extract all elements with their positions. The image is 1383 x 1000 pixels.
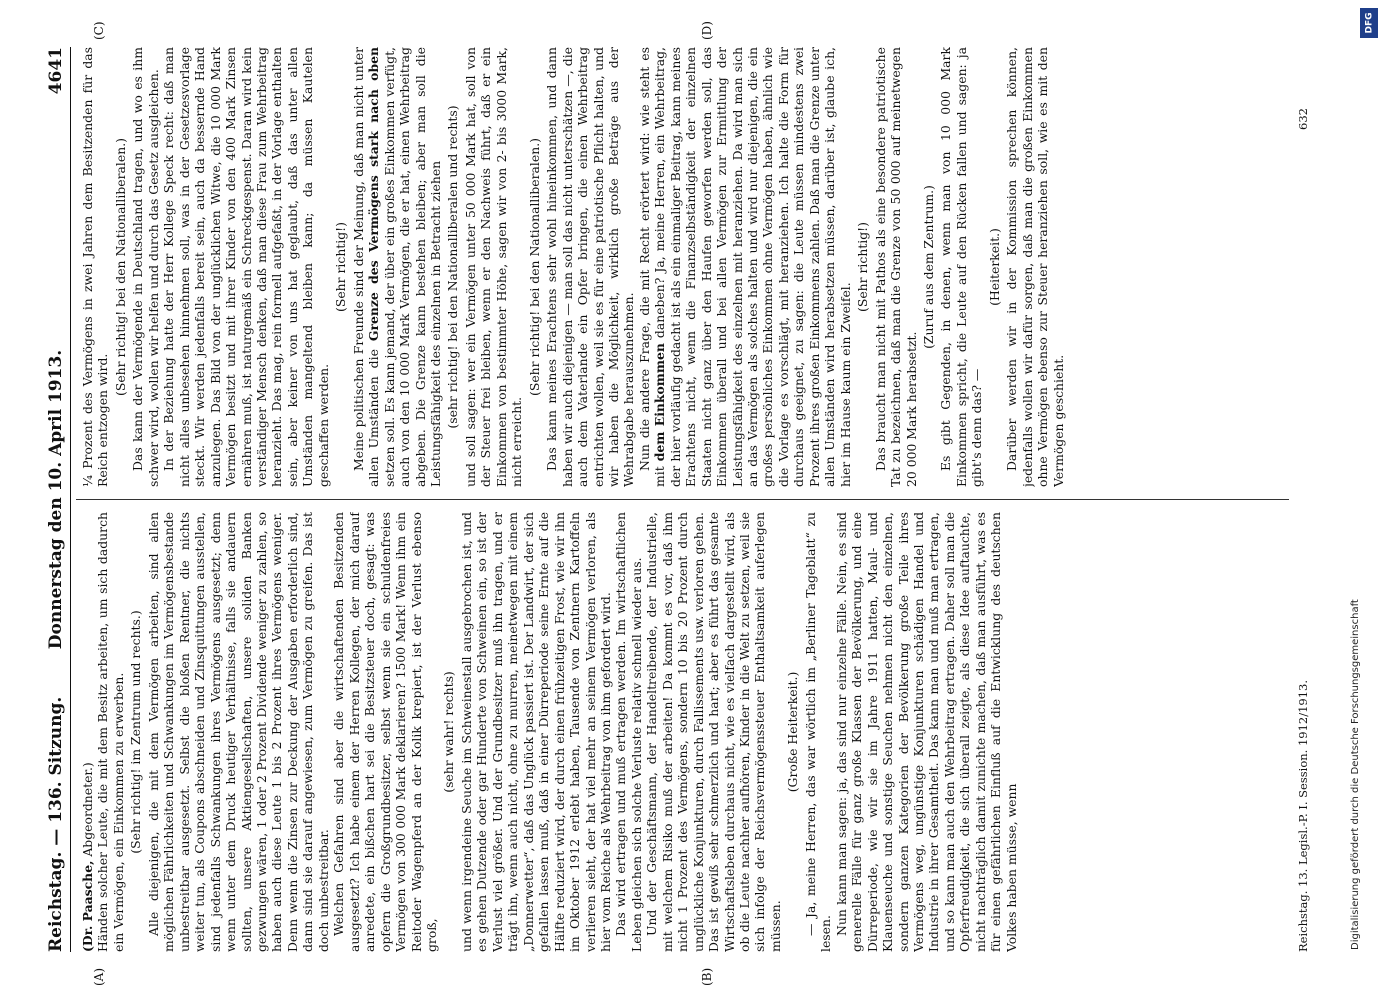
speaker-name: (Dr. Paasche, xyxy=(80,860,95,952)
paragraph: — Ja, meine Herren, das war wörtlich im „Berliner Tageblatt“ zu lesen. xyxy=(802,512,834,952)
interjection: (sehr wahr! rechts) xyxy=(441,671,457,793)
interjection: (Heiterkeit.) xyxy=(986,228,1002,306)
margin-marker-a: (A) xyxy=(92,967,106,986)
paragraph: Es gibt Gegenden, in denen, wenn man von 10 000 Mark Einkommen spricht, die Leute auf den Rücken fallen und sagen: ja gibt's denn das? — xyxy=(938,47,985,487)
interjection: (Sehr richtig! bei den Nationalliberalen.) xyxy=(112,138,128,396)
margin-marker-d: (D) xyxy=(700,21,714,40)
paragraph: Und der Geschäftsmann, der Handeltreibende, der Industrielle, mit welchem Risiko muß der arbeiten! Da kommt es vor, daß ihm nicht 1 Prozent des Vermögens, sondern 10 bis 20 Prozent durch unglückliche Konjunkturen, durch Fallissements usw. verloren gehen. Das ist gewiß sehr schmerzlich und hart; aber es führt das gesamte Wirtschaftsleben durchaus nicht, wie es vielfach dargestellt wird, als ob die Leute nachher aufhören, Kinder in die Welt zu setzen, weil sie sich infolge der Reichsvermögenssteuer Enthaltsamkeit auferlegen müssen. xyxy=(644,512,783,952)
right-column xyxy=(80,47,1285,487)
interjection: (Sehr richtig!) xyxy=(333,222,349,312)
emphasis: Grenze des Vermögens stark nach oben xyxy=(366,47,382,342)
dfg-logo-text: DFG xyxy=(1364,12,1375,34)
digitization-credit xyxy=(1350,600,1380,950)
paragraph: Das kann der Vermögende in Deutschland tragen, und wo es ihm schwer wird, wollen wir helfen und durch das Gesetz ausgleichen. xyxy=(130,47,161,487)
interjection: (Große Heiterkeit.) xyxy=(785,671,801,793)
paragraph: Das kann meines Erachtens sehr wohl hineinkommen, und dann haben wir auch diejenigen — man soll das nicht unterschätzen —, die auch dem Vaterlande ein Opfer bringen, die einen Wehrbeitrag entrichten wollen, weil sie es für eine patriotische Pflicht halten, und wir haben die Möglichkeit, wirklich große Beträge aus der Wehrabgabe herauszunehmen. xyxy=(544,47,637,487)
paragraph: Händen solcher Leute, die mit dem Besitz arbeiten, um sich dadurch ein Vermögen, ein Einkommen zu erwerben. xyxy=(95,512,126,952)
header-left: Reichstag. — 136. Sitzung. xyxy=(46,696,66,952)
paragraph: Das wird ertragen und muß ertragen werden. Im wirtschaftlichen Leben gleichen sich solche Verluste relativ schnell wieder aus. xyxy=(613,512,644,952)
interjection: (Zuruf aus dem Zentrum.) xyxy=(921,185,937,349)
running-head xyxy=(42,47,71,952)
text-run: daneben? Ja, meine Herren, ein Wehrbeitrag, der hier vorläufig gedacht ist als ein einmaliger Beitrag, kann meines Erachtens nicht, wenn die Finanzselbständigkeit der einzelnen Staaten nicht ganz über den Haufen geworfen werden soll, das Einkommen überall und bei allen Vermögen zur Ermittlung der Leistungsfähigkeit des einzelnen mit heranziehen. Da wird man sich an das Vermögen als solches halten und wird nur diejenigen, die ein großes persönliches Einkommen ohne Vermögen haben, ähnlich wie die Vorlage es vorschlägt, mit heranziehen. Ich halte die Form für durchaus geeignet, zu sagen: die Leute müssen mindestens zwei Prozent ihres großen Einkommens zahlen. Daß man die Grenze unter allen Umständen wird herabsetzen müssen, darüber ist, glaube ich, hier im Hause kaum ein Zweifel. xyxy=(652,47,853,487)
paragraph: und wenn irgendeine Seuche im Schweinestall ausgebrochen ist, und es gehen Dutzende oder gar Hunderte von Schweinen ein, so ist der Verlust viel größer. Und der Grundbesitzer muß ihn tragen, und er trägt ihn, wenn auch nicht, ohne zu murren, meinetwegen mit einem „Donnerwetter“, daß das Unglück passiert ist. Der Landwirt, der sich gefallen lassen muß, daß in einer Dürreperiode seine Ernte auf die Hälfte reduziert wird, der durch einen frühzeitigen Frost, wie wir ihn im Oktober 1912 erlebt haben, Tausende von Zentnern Kartoffeln verlieren sieht, der hat viel mehr an seinem Vermögen verloren, als hier vom Reiche als Wehrbeitrag von ihm gefordert wird. xyxy=(458,512,613,952)
paragraph: Welchen Gefahren sind aber die wirtschaftenden Besitzenden ausgesetzt? Ich habe einem der Herren Kollegen, der mich darauf anredete, ein bißchen hart sei die Besitzsteuer doch, gesagt: was opfern die Großgrundbesitzer, selbst wenn sie ein schuldenfreies Vermögen von 300 000 Mark deklarieren? 1500 Mark! Wenn ihm ein Reitoder Wagenpferd an der Kolik krepiert, ist der Verlust ebenso groß, xyxy=(331,512,439,952)
margin-marker-c: (C) xyxy=(92,21,106,40)
dfg-logo xyxy=(1360,8,1378,38)
paragraph: Nun kann man sagen: ja, das sind nur einzelne Fälle. Nein, es sind generelle Fälle für ganz große Klassen der Bevölkerung, und eine Dürreperiode, wie wir sie im Jahre 1911 hatten, Maul- und Klauenseuche und sonstige Seuchen nehmen nicht den einzelnen, sondern ganzen Kategorien der Bevölkerung große Teile ihres Vermögens weg, ungünstige Konjunkturen schädigen Handel und Industrie in ihrer Gesamtheit. Das kann man und muß man ertragen, und so kann man auch den Wehrbeitrag ertragen. Daher soll man die Opferfreudigkeit, die sich überall zeigte, als diese Idee auftauchte, nicht nachträglich damit zunichte machen, daß man ausführt, was es für einen gefährlichen Einfluß auf die Entwicklung des deutschen Volkes haben müsse, wenn xyxy=(833,512,1019,952)
footer: Reichstag. 13. Legisl.-P. I. Session. 1912/1913. xyxy=(1296,679,1310,952)
left-column xyxy=(80,512,1285,952)
credit-text: Digitalisierung gefördert durch die Deutsche Forschungsgemeinschaft xyxy=(1350,599,1361,950)
interjection: (Sehr richtig! im Zentrum und rechts.) xyxy=(128,610,144,854)
interjection: (Sehr richtig! bei den Nationalliberalen.) xyxy=(526,138,542,396)
header-center: Donnerstag den 10. April 1913. xyxy=(46,349,66,650)
paragraph: und soll sagen: wer ein Vermögen unter 50 000 Mark hat, soll von der Steuer frei bleiben, wenn er den Nachweis führt, daß er ein Einkommen von bestimmter Höhe, sagen wir von 2- bis 3000 Mark, nicht erreicht. xyxy=(462,47,525,487)
column-divider xyxy=(76,499,1289,500)
interjection: (sehr richtig! bei den Nationalliberalen und rechts) xyxy=(445,105,461,429)
paragraph: ¼ Prozent des Vermögens in zwei Jahren dem Besitzenden für das Reich entzogen wird. xyxy=(80,47,111,487)
paragraph: Darüber werden wir in der Kommission sprechen können, jedenfalls wollen wir dafür sorgen, daß man die großen Einkommen ohne Vermögen ebenso zur Steuer heranziehen soll, wie es mit den Vermögen geschieht. xyxy=(1004,47,1066,487)
paragraph: Das braucht man nicht mit Pathos als eine besondere patriotische Tat zu bezeichnen, daß man die Grenze von 50 000 auf meinetwegen 20 000 Mark herabsetzt. xyxy=(872,47,919,487)
margin-marker-b: (B) xyxy=(700,967,714,986)
paragraph: Alle diejenigen, die mit dem Vermögen arbeiten, sind allen möglichen Fährlichkeiten und Schwankungen im Vermögensbestande unbestreitbar ausgesetzt. Selbst die bloßen Rentner, die nichts weiter tun, als Coupons abschneiden und Zinsquittungen ausstellen, sind jedenfalls Schwankungen ihres Vermögens ausgesetzt; denn wenn unter dem Druck heutiger Verhältnisse, falls sie andauern sollten, unsere Aktiengesellschaften, unsere soliden Banken gezwungen wären, 1 oder 2 Prozent Dividende weniger zu zahlen, so haben auch diese Leute 1 bis 2 Prozent ihres Vermögens weniger. Denn wenn die Zinsen zur Deckung der Ausgaben erforderlich sind, dann sind sie darauf angewiesen, zum Vermögen zu greifen. Das ist doch unbestreitbar. xyxy=(145,512,331,952)
interjection: (Sehr richtig!) xyxy=(855,222,871,312)
text-run: setzen soll. Es kann jemand, der über ein großes Einkommen verfügt, auch von den 10 000 Mark Vermögen, die er hat, einen Wehrbeitrag abgeben. Die Grenze kann bestehen bleiben; aber man soll die Leistungsfähigkeit des einzelnen in Betracht ziehen xyxy=(381,47,443,487)
paragraph xyxy=(351,47,444,487)
paragraph: In der Beziehung hatte der Herr Kollege Speck recht: daß man nicht alles unbesehen hinnehmen soll, was in der Gesetzesvorlage steckt. Wir werden jedenfalls bereit sein, auch da bessernde Hand anzulegen. Das Bild von der unglücklichen Witwe, die 10 000 Mark Vermögen besitzt und mit ihrer Kinder von den 400 Mark Zinsen ernähren muß, ist naturgemäß ein Schreckgespenst. Daran wird kein verständiger Mensch denken, daß man diese Frau zum Wehrbeitrag heranzieht. Das mag, rein formell aufgefaßt, in der Vorlage enthalten sein, aber keiner von uns hat geglaubt, daß das unter allen Umständen mangeltend bleiben kann; da müssen Kautelen geschaffen werden. xyxy=(161,47,331,487)
text-run: Meine politischen Freunde sind der Meinung, daß man nicht unter allen Umständen die xyxy=(350,47,382,487)
emphasis: dem Einkommen xyxy=(652,343,668,462)
speaker-role: Abgeordneter.) xyxy=(80,762,95,861)
speaker-line xyxy=(80,512,95,952)
sheet-number: 632 xyxy=(1296,108,1310,130)
paragraph xyxy=(637,47,853,487)
text-run: Nun die andere Frage, die mit Recht erörtert wird: wie steht es mit xyxy=(636,47,668,487)
page-number: 4641 xyxy=(46,47,66,95)
